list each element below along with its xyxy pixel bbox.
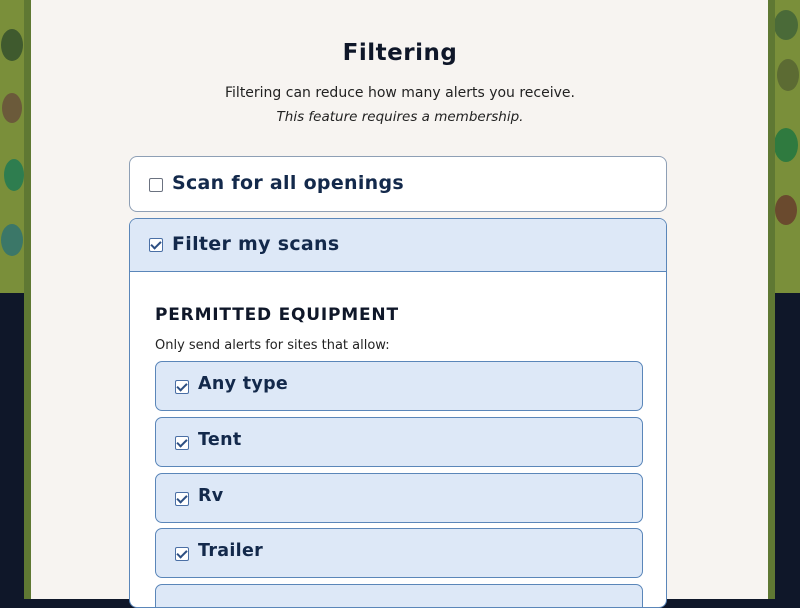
trailer-checkbox[interactable]	[175, 547, 189, 561]
equipment-item-any-type[interactable]	[155, 361, 643, 411]
equipment-item-trailer[interactable]	[155, 528, 643, 578]
any-type-checkbox[interactable]	[175, 380, 189, 394]
equipment-item-rv[interactable]	[155, 473, 643, 523]
membership-note: This feature requires a membership.	[276, 109, 524, 125]
equipment-section-description: Only send alerts for sites that allow:	[155, 338, 390, 353]
equipment-item-label: Any type	[198, 374, 289, 394]
scan-all-label: Scan for all openings	[172, 172, 404, 194]
equipment-item-label: Rv	[198, 486, 224, 506]
scan-all-checkbox[interactable]	[149, 178, 163, 192]
scan-all-option[interactable]	[129, 156, 667, 212]
filter-scans-checkbox[interactable]	[149, 238, 163, 252]
rv-checkbox[interactable]	[175, 492, 189, 506]
page-title: Filtering	[342, 40, 458, 66]
equipment-item-next[interactable]	[155, 584, 643, 608]
tent-checkbox[interactable]	[175, 436, 189, 450]
page-subtitle: Filtering can reduce how many alerts you receive.	[225, 85, 575, 101]
filter-scans-option	[129, 218, 667, 608]
equipment-item-tent[interactable]	[155, 417, 643, 467]
filter-scans-label: Filter my scans	[172, 233, 340, 255]
equipment-item-label: Trailer	[198, 541, 264, 561]
equipment-item-label: Tent	[198, 430, 242, 450]
filter-scans-header[interactable]	[130, 219, 666, 272]
equipment-section-title: PERMITTED EQUIPMENT	[155, 305, 399, 325]
